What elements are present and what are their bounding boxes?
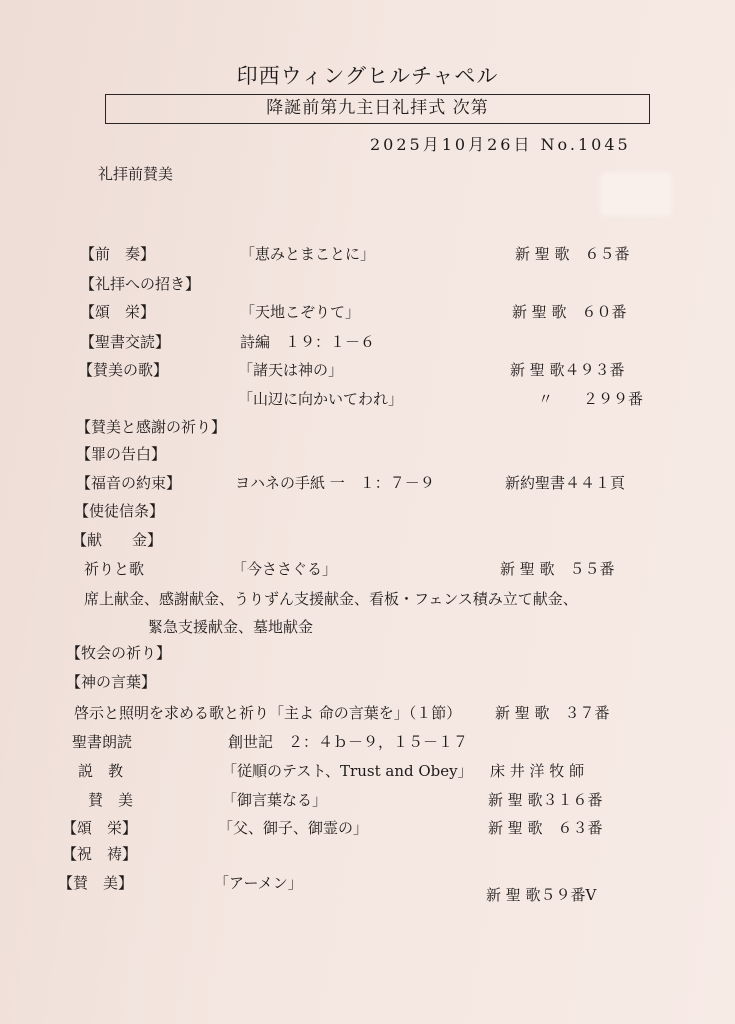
order-item: ヨハネの手紙 一 １：７－９: [235, 474, 435, 492]
order-label: 祈りと歌: [84, 560, 145, 578]
service-title-box: [105, 94, 650, 124]
order-ref: 新 聖 歌 ５５番: [500, 560, 615, 578]
order-row: [0, 243, 735, 269]
prelude-praise-heading: 礼拝前賛美: [98, 165, 174, 183]
order-row: [0, 443, 735, 469]
order-ref: 新 聖 歌３１６番: [488, 791, 603, 809]
order-row: [0, 843, 735, 869]
order-ref: 床 井 洋 牧 師: [490, 762, 585, 780]
order-item: 創世記 ２：４ｂ－９，１５－１７: [228, 733, 469, 751]
offering-list: 緊急支援献金、墓地献金: [148, 618, 314, 636]
order-item: 「天地こぞりて」: [240, 303, 361, 321]
order-row: [0, 472, 735, 498]
order-label: 【神の言葉】: [66, 673, 157, 691]
order-row: [0, 273, 735, 299]
order-row: [0, 416, 735, 442]
order-ref: 新 聖 歌４９３番: [510, 361, 625, 379]
order-item: 「父、御子、御霊の」: [218, 819, 369, 837]
order-row: [0, 331, 735, 357]
order-item: 「今ささぐる」: [232, 560, 338, 578]
order-label: 説 教: [78, 762, 124, 780]
order-label: 【賛美の歌】: [78, 361, 169, 379]
order-row: [0, 500, 735, 526]
order-item: 「山辺に向かいてわれ」: [238, 390, 404, 408]
order-row: [0, 388, 735, 414]
order-row: [0, 616, 735, 642]
order-label: 聖書朗読: [72, 733, 133, 751]
order-label: 【献 金】: [72, 531, 163, 549]
order-item: 「御言葉なる」: [222, 791, 328, 809]
order-label: 【賛美と感謝の祈り】: [76, 418, 227, 436]
order-item: 「従順のテスト、Trust and Obey」: [222, 762, 473, 780]
order-row: [0, 789, 735, 815]
order-label: 【福音の約束】: [76, 474, 182, 492]
order-item: 詩編 １９：１－６: [240, 333, 376, 351]
order-row: [0, 671, 735, 697]
order-row: [0, 884, 735, 910]
order-label: 賛 美: [88, 791, 134, 809]
order-label: 【賛 美】: [58, 874, 134, 892]
order-label: 【前 奏】: [80, 245, 156, 263]
order-label: 【頌 栄】: [62, 819, 138, 837]
order-row: [0, 817, 735, 843]
church-name: 印西ウィングヒルチャペル: [236, 64, 499, 88]
order-ref: 新 聖 歌 ３７番: [495, 704, 610, 722]
order-ref: 新 聖 歌 ６３番: [488, 819, 603, 837]
service-title: 降誕前第九主日礼拝式 次第: [266, 98, 489, 118]
order-ref: 新約聖書４４１頁: [505, 474, 626, 492]
order-label: 【使徒信条】: [74, 502, 165, 520]
order-ref: 新 聖 歌 ６５番: [515, 245, 630, 263]
order-label: 【牧会の祈り】: [66, 644, 172, 662]
order-row: [0, 359, 735, 385]
offering-list: 席上献金、感謝献金、うりずん支援献金、看板・フェンス積み立て献金、: [84, 590, 578, 608]
order-ref: 〃 ２９９番: [538, 390, 644, 408]
order-row: [0, 760, 735, 786]
order-row: [0, 702, 735, 728]
order-label: 【礼拝への招き】: [80, 275, 201, 293]
order-item: 「恵みとまことに」: [240, 245, 376, 263]
order-row: [0, 558, 735, 584]
order-item: 「諸天は神の」: [238, 361, 344, 379]
order-row: [0, 731, 735, 757]
order-item: 「アーメン」: [214, 874, 303, 892]
order-label: 【祝 祷】: [62, 845, 138, 863]
order-ref: 新 聖 歌５９番V: [486, 886, 597, 904]
blurred-area: [600, 172, 672, 216]
order-row: [0, 529, 735, 555]
order-label: 啓示と照明を求める歌と祈り「主よ 命の言葉を」（１節）: [74, 704, 462, 722]
order-row: [0, 588, 735, 614]
order-row: [0, 301, 735, 327]
order-label: 【罪の告白】: [76, 445, 167, 463]
order-label: 【頌 栄】: [80, 303, 156, 321]
date-and-number: 2025月10月26日 No.1045: [370, 135, 631, 154]
order-label: 【聖書交読】: [80, 333, 171, 351]
order-row: [0, 642, 735, 668]
order-ref: 新 聖 歌 ６０番: [512, 303, 627, 321]
